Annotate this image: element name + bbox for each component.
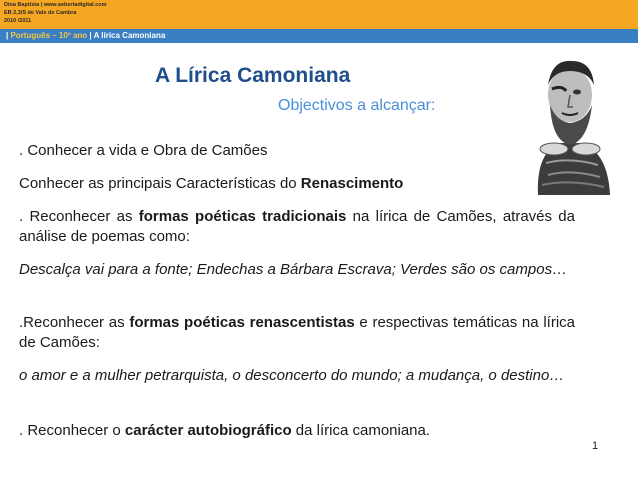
slide-subtitle: Objectivos a alcançar: [278, 97, 436, 114]
breadcrumb-bar [0, 29, 638, 43]
breadcrumb [6, 31, 165, 40]
objective-2-emphasis: Renascimento [300, 175, 404, 192]
objective-4-text: .Reconhecer as [19, 314, 130, 331]
objective-3 [19, 207, 575, 247]
page-number: 1 [592, 440, 599, 452]
breadcrumb-topic: | A lírica Camoniana [87, 31, 166, 40]
objective-5-rest: da lírica camoniana. [291, 422, 431, 439]
objective-5-text: . Reconhecer o [19, 422, 125, 439]
objective-5-emphasis: carácter autobiográfico [124, 422, 292, 439]
objective-4-emphasis: formas poéticas renascentistas [129, 314, 355, 331]
objective-4-rest: e respectivas temáticas na lírica de Camões: [19, 314, 575, 351]
objective-3-emphasis: formas poéticas tradicionais [138, 208, 347, 225]
school-line: EB 2,3/S de Vale de Cambra [4, 10, 77, 16]
breadcrumb-lead: | [6, 31, 11, 40]
objective-3-rest: na lírica de Camões, através da análise de poemas como: [19, 208, 575, 245]
renaissance-themes-list: o amor e a mulher petrarquista, o desconcerto do mundo; a mudança, o destino… [19, 367, 565, 384]
objective-4 [19, 313, 575, 353]
objective-1 [19, 141, 575, 161]
camoes-portrait-image [518, 45, 622, 195]
author-line: Dina Baptista | www.aebertadigital.com [4, 2, 107, 8]
objective-5 [19, 421, 575, 441]
traditional-poems-list: Descalça vai para a fonte; Endechas a Bárbara Escrava; Verdes são os campos… [19, 261, 568, 278]
year-line: 2010 /2011 [4, 18, 32, 24]
objective-2 [19, 174, 575, 194]
objective-2-text: Conhecer as principais Características do [19, 175, 301, 192]
objective-3-text: . Reconhecer as [19, 208, 139, 225]
header-bar [0, 0, 638, 29]
slide-title: A Lírica Camoniana [155, 64, 351, 87]
objective-1-text: . Conhecer a vida e Obra de Camões [19, 142, 268, 159]
breadcrumb-course: Português – 10º ano [10, 31, 88, 40]
